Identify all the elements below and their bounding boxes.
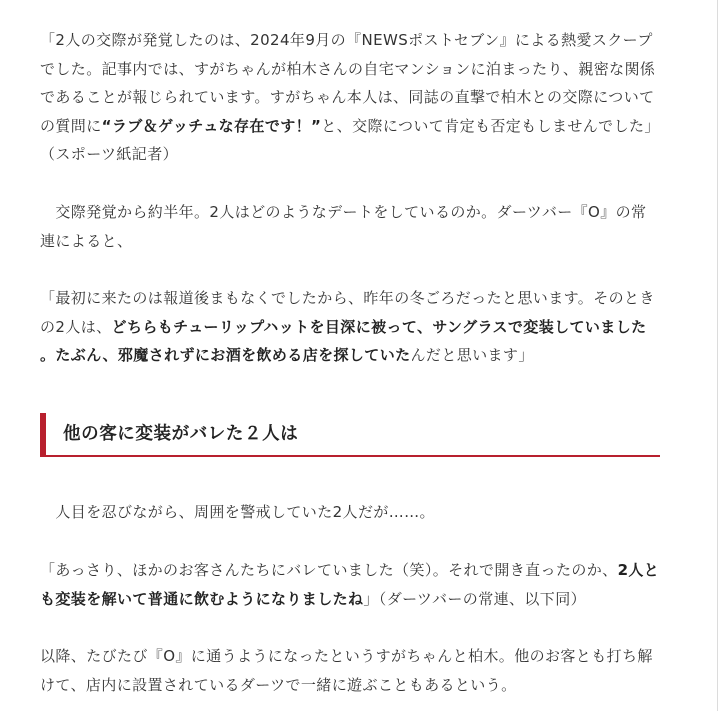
paragraph-segment: 人目を忍びながら、周囲を警戒していた2人だが……。: [40, 503, 435, 522]
paragraph-regulars: [40, 642, 660, 699]
paragraph-segment: 交際発覚から約半年。2人はどのようなデートをしているのか。ダーツバー『O』の常連によると、: [40, 202, 647, 250]
paragraph-scoop: [40, 26, 660, 169]
paragraph-segment: 「あっさり、ほかのお客さんたちにバレていました（笑）。それで開き直ったのか、: [40, 561, 618, 580]
paragraph-date-intro: [40, 198, 660, 255]
paragraph-segment: 」（ダーツバーの常連、以下同）: [363, 589, 587, 608]
paragraph-gap: [40, 527, 660, 556]
paragraph-gap: [40, 169, 660, 198]
page-frame-border: [717, 0, 718, 711]
paragraph-found-out: [40, 556, 660, 613]
section-gap: [40, 471, 660, 498]
article-body: [40, 26, 660, 699]
section-gap: [40, 370, 660, 413]
paragraph-disguise: [40, 284, 660, 370]
quote-emphasis: “ラブ＆ゲッチュな存在です！”: [101, 116, 322, 135]
section-heading: 他の客に変装がバレた２人は: [40, 413, 660, 457]
paragraph-segment: 以降、たびたび『O』に通うようになったというすがちゃんと柏木。他のお客とも打ち解けて、店内に設置されているダーツで一緒に遊ぶこともあるという。: [40, 647, 653, 694]
paragraph-caution: [40, 498, 660, 527]
paragraph-gap: [40, 255, 660, 284]
paragraph-segment: 「2人の交際が発覚したのは、2024年9月の『NEWSポストセブン』による熱愛スクープでした。記事内では、すがちゃんが柏木さんの自宅マンションに泊まったり、親密な関係であることが報じられています。すがちゃん本人は、同誌の直撃で柏木との交際についての質問に: [40, 31, 656, 135]
paragraph-segment: と、交際について肯定も否定もしませんでした」（スポーツ紙記者）: [40, 116, 660, 164]
found-out-emphasis: 2人とも変装を解いて普通に飲むようになりましたね: [40, 561, 660, 608]
paragraph-gap: [40, 613, 660, 642]
disguise-emphasis: どちらもチューリップハットを目深に被って、サングラスで変装していました。たぶん、邪魔されずにお酒を飲める店を探していた: [40, 317, 647, 365]
paragraph-segment: 「最初に来たのは報道後まもなくでしたから、昨年の冬ごろだったと思います。そのときの2人は、: [40, 289, 655, 336]
paragraph-segment: んだと思います」: [410, 346, 534, 365]
